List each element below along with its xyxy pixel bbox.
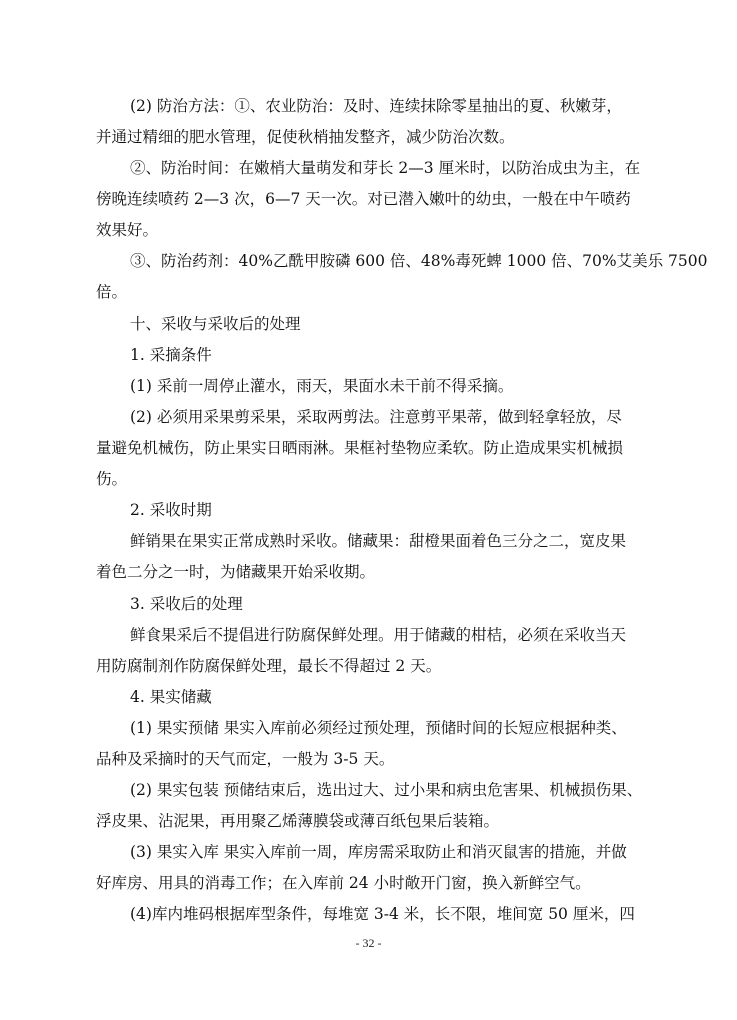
text-line: 用防腐制剂作防腐保鲜处理，最长不得超过 2 天。 xyxy=(96,657,442,675)
text-line: (4)库内堆码根据库型条件，每堆宽 3-4 米，长不限，堆间宽 50 厘米，四 xyxy=(130,905,635,923)
subsection-heading: 2. 采收时期 xyxy=(130,501,212,519)
text-line: 倍。 xyxy=(96,283,128,301)
text-line: 伤。 xyxy=(96,470,128,488)
text-line: 鲜食果采后不提倡进行防腐保鲜处理。用于储藏的柑桔，必须在采收当天 xyxy=(130,626,627,644)
page-number: - 32 - xyxy=(355,936,382,950)
text-line: (2) 果实包装 预储结束后，选出过大、过小果和病虫危害果、机械损伤果、 xyxy=(130,781,643,799)
text-line: 品种及采摘时的天气而定，一般为 3-5 天。 xyxy=(96,750,395,768)
subsection-heading: 3. 采收后的处理 xyxy=(130,595,243,613)
text-line: (2) 防治方法：①、农业防治：及时、连续抹除零星抽出的夏、秋嫩芽， xyxy=(130,97,622,115)
text-line: (3) 果实入库 果实入库前一周，库房需采取防止和消灭鼠害的措施，并做 xyxy=(130,843,627,861)
text-line: ③、防治药剂：40%乙酰甲胺磷 600 倍、48%毒死蜱 1000 倍、70%艾美乐 7500 xyxy=(130,252,708,270)
text-line: 着色二分之一时，为储藏果开始采收期。 xyxy=(96,563,376,581)
subsection-heading: 4. 果实储藏 xyxy=(130,688,212,706)
text-line: (2) 必须用采果剪采果，采取两剪法。注意剪平果蒂，做到轻拿轻放，尽 xyxy=(130,408,622,426)
text-line: 效果好。 xyxy=(96,221,159,239)
section-heading: 十、采收与采收后的处理 xyxy=(130,315,301,333)
subsection-heading: 1. 采摘条件 xyxy=(130,346,212,364)
text-line: 鲜销果在果实正常成熟时采收。储藏果：甜橙果面着色三分之二，宽皮果 xyxy=(130,532,627,550)
text-line: ②、防治时间：在嫩梢大量萌发和芽长 2—3 厘米时，以防治成虫为主，在 xyxy=(130,159,641,177)
text-line: 好库房、用具的消毒工作；在入库前 24 小时敞开门窗，换入新鲜空气。 xyxy=(96,874,591,892)
text-line: 傍晚连续喷药 2—3 次，6—7 天一次。对已潜入嫩叶的幼虫，一般在中午喷药 xyxy=(96,190,631,208)
text-line: (1) 果实预储 果实入库前必须经过预处理，预储时间的长短应根据种类、 xyxy=(130,719,627,737)
text-line: (1) 采前一周停止灌水，雨天，果面水未干前不得采摘。 xyxy=(130,377,514,395)
text-line: 浮皮果、沾泥果，再用聚乙烯薄膜袋或薄百纸包果后装箱。 xyxy=(96,812,500,830)
text-line: 量避免机械伤，防止果实日晒雨淋。果框衬垫物应柔软。防止造成果实机械损 xyxy=(96,439,624,457)
text-line: 并通过精细的肥水管理，促使秋梢抽发整齐，减少防治次数。 xyxy=(96,128,515,146)
